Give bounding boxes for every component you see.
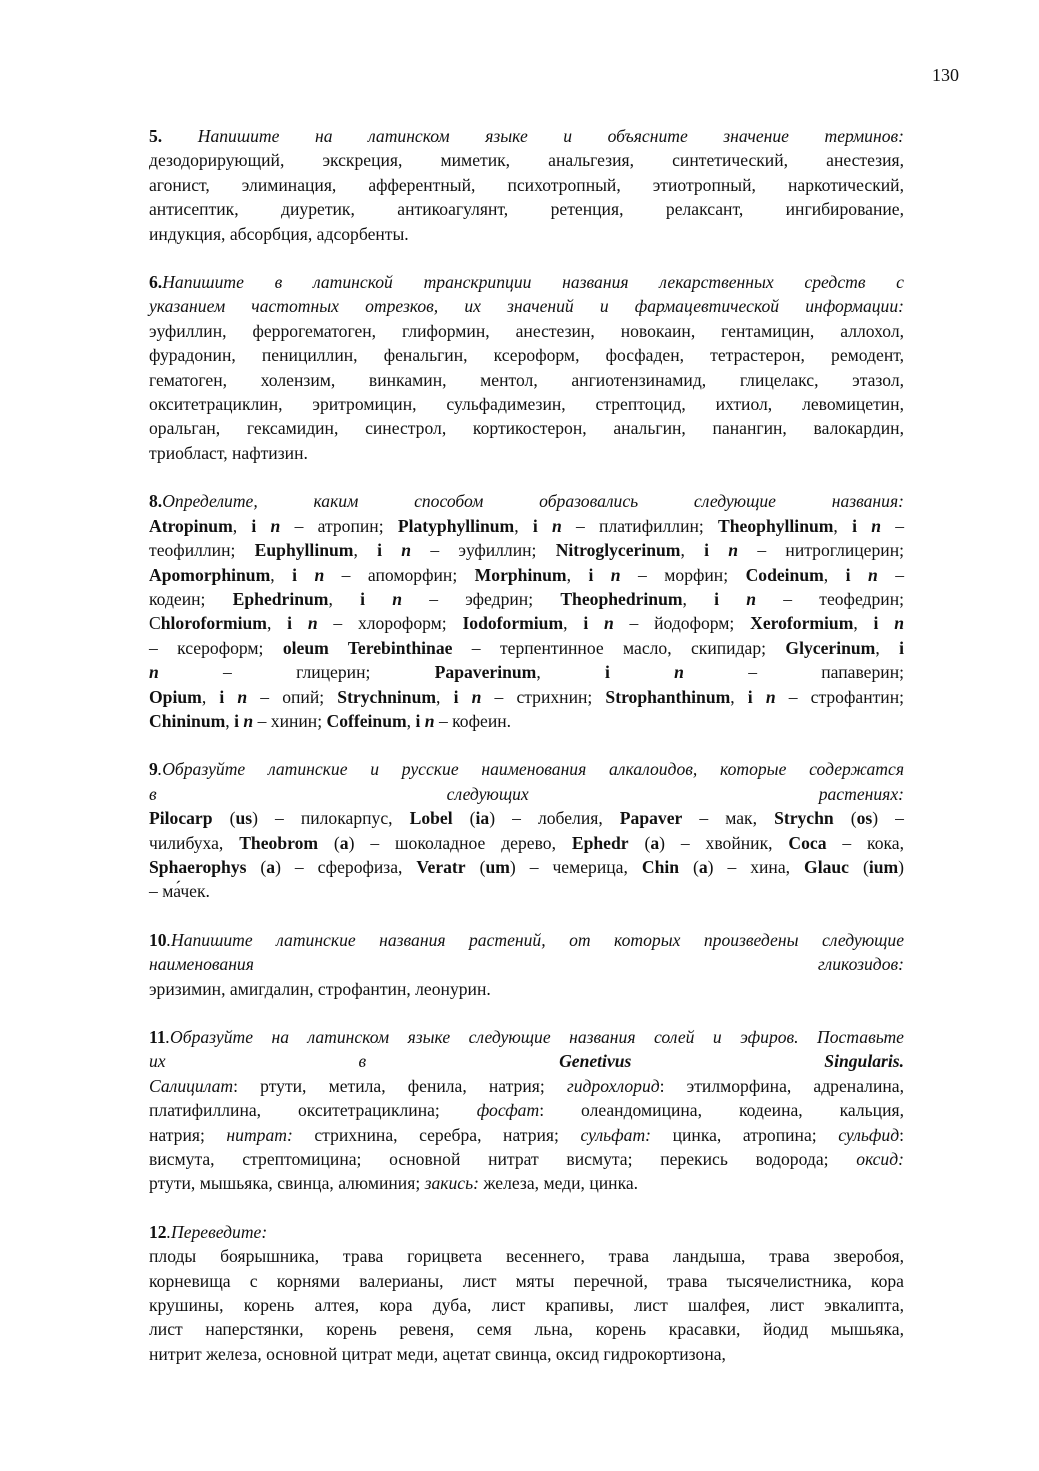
text-run: корневища с корнями валерианы, лист мяты перечной, трава тысячелистника, кора <box>149 1270 904 1291</box>
exercise-section <box>149 928 904 1001</box>
text-run: – кофеин. <box>434 710 512 731</box>
text-line <box>149 319 904 343</box>
text-run: a <box>266 856 276 877</box>
text-run: , <box>680 540 705 561</box>
text-run: ) – пилокарпус, <box>252 808 410 829</box>
text-run: , <box>536 662 605 683</box>
text-line <box>149 368 904 392</box>
text-run: ) <box>898 856 905 877</box>
text-run: Theophyllinum <box>718 515 834 536</box>
text-run: n <box>401 540 412 561</box>
text-run: 8. <box>149 491 163 512</box>
text-run: 10 <box>149 929 167 950</box>
text-run: , <box>328 588 361 609</box>
text-run: – <box>877 564 905 585</box>
text-run: антисептик, диуретик, антикоагулянт, ретенция, релаксант, ингибирование, <box>149 199 904 220</box>
exercise-section <box>149 1025 904 1196</box>
exercise-heading-line <box>149 270 904 294</box>
text-line <box>149 1098 904 1122</box>
text-line <box>149 1171 904 1195</box>
text-run: – атропин; <box>280 515 398 536</box>
text-run: фурадонин, пенициллин, фенальгин, ксероформ, фосфаден, тетрастерон, ремодент, <box>149 345 904 366</box>
text-run: n <box>424 710 435 731</box>
text-run: – хинин; <box>253 710 327 731</box>
text-line <box>149 1269 904 1293</box>
text-run: гидрохлорид <box>566 1075 660 1096</box>
text-run: Lobel <box>409 808 453 829</box>
text-run: , <box>225 710 235 731</box>
text-run: 6. <box>149 272 163 293</box>
text-run: hloroformium <box>160 613 267 634</box>
text-run <box>709 540 728 560</box>
text-run: i <box>219 686 225 707</box>
text-line <box>149 343 904 367</box>
text-run: , <box>875 637 900 658</box>
text-run: ( <box>452 808 476 829</box>
text-run: , <box>266 613 288 634</box>
text-line <box>149 148 904 172</box>
text-line <box>149 173 904 197</box>
text-run: um <box>485 856 510 877</box>
text-run: лист наперстянки, корень ревеня, семя льна, корень красавки, йодид мышьяка, <box>149 1319 904 1340</box>
text-run: – эуфиллин; <box>411 540 556 561</box>
text-run: , <box>270 564 293 585</box>
text-run: Papaverinum <box>434 662 537 683</box>
text-run: окситетрациклин, эритромицин, сульфадимезин, стрептоцид, ихтиол, левомицетин, <box>149 394 904 415</box>
text-line <box>149 1342 904 1366</box>
text-run <box>593 565 610 585</box>
text-run: стрихнина, серебра, натрия; <box>292 1124 581 1145</box>
text-run: кодеин; <box>149 588 233 609</box>
text-run: , <box>833 515 853 536</box>
text-line <box>149 1123 904 1147</box>
text-line <box>149 441 904 465</box>
text-run: Ephedrinum <box>232 588 329 609</box>
exercise-section <box>149 757 904 903</box>
text-run: , <box>436 686 454 707</box>
text-run: – ксероформ; <box>149 637 283 658</box>
text-run: Определите, каким способом образовались следующие названия: <box>162 491 904 512</box>
text-run: Pilocarp <box>149 808 213 829</box>
text-run: n <box>237 686 248 707</box>
text-run <box>851 565 868 585</box>
text-run: a <box>339 832 349 853</box>
text-run: i <box>287 613 293 634</box>
text-run: , <box>563 613 584 634</box>
text-run: Strophanthinum <box>605 686 731 707</box>
text-run: фосфат <box>476 1100 540 1121</box>
text-line <box>149 1147 904 1171</box>
text-line <box>149 197 904 221</box>
text-run: агонист, элиминация, афферентный, психотропный, этиотропный, наркотический, <box>149 174 904 195</box>
text-run <box>382 540 401 560</box>
text-run: – нитроглицерин; <box>738 540 905 561</box>
text-run: теофиллин; <box>149 540 255 561</box>
text-run: i <box>852 515 857 536</box>
text-run: ium <box>868 856 899 877</box>
text-run: i <box>583 613 589 634</box>
text-run: n <box>871 515 881 536</box>
text-run: 5. <box>149 126 163 146</box>
text-run: крушины, корень алтея, кора дуба, лист крапивы, лист шалфея, лист эвкалипта, <box>149 1295 904 1316</box>
text-run: .Образуйте на латинском языке следующие названия солей и эфиров. Поставьте <box>165 1027 904 1047</box>
text-line <box>149 1317 904 1341</box>
page-content <box>149 124 904 1390</box>
text-run: i <box>377 540 382 561</box>
text-run: натрия; <box>149 1124 227 1145</box>
text-run: n <box>728 540 739 561</box>
text-run: указанием частотных отрезков, их значений и фармацевтической информации: <box>149 296 904 317</box>
text-run: ( <box>318 832 340 853</box>
text-run: C <box>149 613 161 634</box>
text-run: Strychn <box>774 808 834 829</box>
text-run: ) – шоколадное дерево, <box>348 832 572 853</box>
text-run: : олеандомицина, кодеина, кальция, <box>539 1100 904 1121</box>
text-run: n <box>674 662 684 683</box>
text-run <box>753 687 766 707</box>
text-run: – йодоформ; <box>613 613 751 634</box>
text-run: , <box>853 613 874 634</box>
text-run: n <box>270 515 281 536</box>
text-run: Morphinum <box>474 564 567 585</box>
exercise-section <box>149 1220 904 1366</box>
text-run: гематоген, холензим, винкамин, ментол, ангиотензинамид, глицелакс, этазол, <box>149 369 904 390</box>
text-run: n <box>746 588 757 609</box>
text-run: ( <box>628 832 651 853</box>
text-run: i <box>873 613 879 634</box>
text-run <box>297 565 314 585</box>
text-run: Euphyllinum <box>254 540 354 561</box>
text-run: Coffeinum <box>326 710 407 731</box>
text-run: i <box>845 564 851 585</box>
text-run: os <box>856 808 873 829</box>
text-run: Sphaerophys <box>149 856 247 877</box>
text-run: , <box>682 588 715 609</box>
text-run: Iodoformium <box>462 613 564 634</box>
text-run: оральган, гексамидин, синестрол, кортикостерон, анальгин, панангин, валокардин, <box>149 418 904 439</box>
page-number: 130 <box>932 65 959 85</box>
text-run: Opium <box>149 686 202 707</box>
text-line <box>149 660 904 684</box>
text-run: висмута, стрептомицина; основной нитрат висмута; перекись водорода; <box>149 1149 857 1170</box>
text-line <box>149 611 904 635</box>
text-run: , <box>406 710 416 731</box>
text-run: Atropinum <box>149 515 233 536</box>
text-run: i <box>415 710 421 731</box>
text-run: Напишите в латинской транскрипции названия лекарственных средств с <box>162 272 904 293</box>
text-run: – апоморфин; <box>324 564 475 585</box>
exercise-heading-line <box>149 124 904 148</box>
text-run: n <box>551 515 562 536</box>
text-line <box>149 1244 904 1268</box>
text-run: n <box>243 710 254 731</box>
text-run: ) – <box>872 808 904 829</box>
text-run: ( <box>833 808 857 829</box>
text-run: ( <box>848 856 869 877</box>
text-run <box>256 516 270 536</box>
text-run: .Напишите латинские названия растений, от которых произведены следующие <box>166 929 904 950</box>
text-run: дезодорирующий, экскреция, миметик, анальгезия, синтетический, анестезия, <box>149 150 904 171</box>
text-run: ( <box>465 856 486 877</box>
text-run <box>538 516 552 536</box>
text-run: , <box>823 564 846 585</box>
text-run: Салицилат <box>149 1075 234 1096</box>
text-run: a <box>698 856 708 877</box>
text-run: – теофедрин; <box>756 588 905 609</box>
exercise-heading-line <box>149 1025 904 1049</box>
text-run: n <box>307 613 318 634</box>
text-run: их в <box>149 1051 560 1072</box>
text-run: цинка, атропина; <box>651 1124 839 1145</box>
text-run: ) – сферофиза, <box>275 856 417 877</box>
text-run: – эфедрин; <box>401 588 561 609</box>
text-run: эризимин, амигдалин, строфантин, леонурин. <box>149 978 491 999</box>
text-run <box>610 662 674 682</box>
text-line <box>149 563 904 587</box>
text-run: – стрихнин; <box>481 686 606 707</box>
text-run: .Образуйте латинские и русские наименования алкалоидов, которые содержатся <box>157 759 904 780</box>
text-run: : <box>899 1124 904 1145</box>
text-run <box>365 589 392 609</box>
text-run: Chin <box>641 856 680 877</box>
text-run <box>224 687 237 707</box>
text-line <box>149 879 904 903</box>
text-line <box>149 392 904 416</box>
text-run: платифиллина, окситетрациклина; <box>149 1100 477 1121</box>
text-run: оксид: <box>856 1149 904 1170</box>
text-run: Glycerinum <box>785 637 876 658</box>
exercise-section <box>149 489 904 733</box>
text-line <box>149 1293 904 1317</box>
text-line <box>149 977 904 1001</box>
text-run: – папаверин; <box>683 662 905 683</box>
text-run: – ма́чек. <box>149 881 210 902</box>
text-run: наименования гликозидов: <box>149 954 904 975</box>
text-run: – опий; <box>247 686 338 707</box>
text-run: железа, меди, цинка. <box>478 1173 639 1194</box>
text-line <box>149 709 904 733</box>
text-run: Veratr <box>416 856 466 877</box>
text-run: плоды боярышника, трава горицвета весеннего, трава ландыша, трава зверобоя, <box>149 1246 904 1267</box>
text-run: – глицерин; <box>158 662 435 683</box>
text-run: ( <box>212 808 236 829</box>
text-line <box>149 1074 904 1098</box>
text-run: сульфат: <box>580 1124 652 1145</box>
text-run: в следующих растениях: <box>149 783 904 804</box>
text-run: нитрат: <box>226 1124 293 1145</box>
text-run: – терпентинное масло, скипидар; <box>452 637 786 658</box>
text-run: 11 <box>149 1027 166 1047</box>
text-run: – мак, <box>682 808 775 829</box>
text-line <box>149 538 904 562</box>
text-line <box>149 685 904 709</box>
text-run: us <box>235 808 253 829</box>
text-run: a <box>650 832 660 853</box>
text-run: ) – хвойник, <box>659 832 789 853</box>
text-run: i <box>292 564 297 585</box>
text-run: Apomorphinum <box>149 564 271 585</box>
text-run: Coca <box>788 832 827 853</box>
text-run: Xeroformium <box>750 613 854 634</box>
text-run <box>588 613 604 633</box>
text-run: ) – чемерица, <box>509 856 642 877</box>
exercise-section <box>149 270 904 465</box>
text-line <box>149 514 904 538</box>
text-run: n <box>471 686 482 707</box>
text-run: n <box>603 613 614 634</box>
text-run: i <box>588 564 594 585</box>
text-run: : этилморфина, адреналина, <box>659 1075 904 1096</box>
text-run: Ephedr <box>571 832 629 853</box>
text-run: n <box>867 564 878 585</box>
text-run: n <box>314 564 325 585</box>
text-run: – морфин; <box>620 564 746 585</box>
text-run: Chininum <box>149 710 226 731</box>
text-run: триобласт, нафтизин. <box>149 442 308 463</box>
text-run: 9 <box>149 759 158 780</box>
text-run: Nitroglycerinum <box>555 540 681 561</box>
exercise-heading-line <box>149 489 904 513</box>
text-run: чилибуха, <box>149 832 240 853</box>
text-run: ртути, мышьяка, свинца, алюминия; <box>149 1173 425 1194</box>
text-run: Theophedrinum <box>560 588 683 609</box>
exercise-heading-line <box>149 1220 904 1244</box>
text-run: сульфид <box>838 1124 900 1145</box>
text-run: i <box>899 637 905 658</box>
text-run: – платифиллин; <box>561 515 719 536</box>
text-run <box>292 613 308 633</box>
text-line <box>149 294 904 318</box>
text-run <box>878 613 894 633</box>
text-run: i <box>234 710 239 731</box>
text-line <box>149 952 904 976</box>
text-run: , <box>232 515 252 536</box>
text-run: i <box>453 686 459 707</box>
text-run: Codeinum <box>745 564 824 585</box>
text-run: i <box>714 588 720 609</box>
text-run: 12 <box>149 1221 167 1242</box>
text-line <box>149 1049 904 1073</box>
text-run: i <box>251 515 257 536</box>
text-run: i <box>747 686 753 707</box>
text-run: ia <box>475 808 490 829</box>
text-run: Platyphyllinum <box>397 515 515 536</box>
text-run: i <box>360 588 365 609</box>
text-line <box>149 222 904 246</box>
text-run: .Переведите: <box>166 1221 268 1242</box>
text-run: Theobrom <box>239 832 319 853</box>
text-run: , <box>353 540 378 561</box>
text-run <box>857 516 871 536</box>
text-run: i <box>704 540 710 561</box>
text-line <box>149 806 904 830</box>
text-run: i <box>532 515 538 536</box>
exercise-section <box>149 124 904 246</box>
text-line <box>149 855 904 879</box>
text-run: i <box>604 662 610 683</box>
text-run: – <box>881 515 905 536</box>
text-run: ( <box>246 856 267 877</box>
text-run: oleum Terebinthinae <box>282 637 453 658</box>
text-run: закись: <box>424 1173 479 1194</box>
text-run: , <box>514 515 533 536</box>
text-run <box>458 687 471 707</box>
text-run: n <box>610 564 621 585</box>
text-run: Glauc <box>804 856 849 877</box>
text-run: Papaver <box>619 808 683 829</box>
text-line <box>149 636 904 660</box>
text-run: , <box>201 686 220 707</box>
text-run: нитрит железа, основной цитрат меди, ацетат свинца, оксид гидрокортизона, <box>149 1343 726 1364</box>
text-line <box>149 587 904 611</box>
exercise-heading-line <box>149 928 904 952</box>
text-run: n <box>392 588 402 609</box>
text-line <box>149 416 904 440</box>
text-run: n <box>894 613 905 634</box>
exercise-heading-line <box>149 757 904 781</box>
text-run: ( <box>679 856 699 877</box>
text-run: ) – хина, <box>707 856 805 877</box>
text-run: n <box>765 686 776 707</box>
text-run: – строфантин; <box>775 686 905 707</box>
text-run: индукция, абсорбция, адсорбенты. <box>149 223 409 244</box>
text-run: n <box>149 662 159 683</box>
text-run: Напишите на латинском языке и объясните значение терминов: <box>162 126 904 146</box>
text-run: , <box>730 686 748 707</box>
text-run: , <box>566 564 589 585</box>
text-run <box>719 589 746 609</box>
text-run: – хлороформ; <box>317 613 463 634</box>
text-line <box>149 831 904 855</box>
text-line <box>149 782 904 806</box>
text-run: Strychninum <box>337 686 437 707</box>
text-run: Genetivus Singularis. <box>559 1051 904 1072</box>
text-run: эуфиллин, феррогематоген, глиформин, анестезин, новокаин, гентамицин, аллохол, <box>149 320 904 341</box>
text-run: : ртути, метила, фенила, натрия; <box>233 1075 567 1096</box>
text-run: – кока, <box>826 832 904 853</box>
text-run: ) – лобелия, <box>489 808 620 829</box>
